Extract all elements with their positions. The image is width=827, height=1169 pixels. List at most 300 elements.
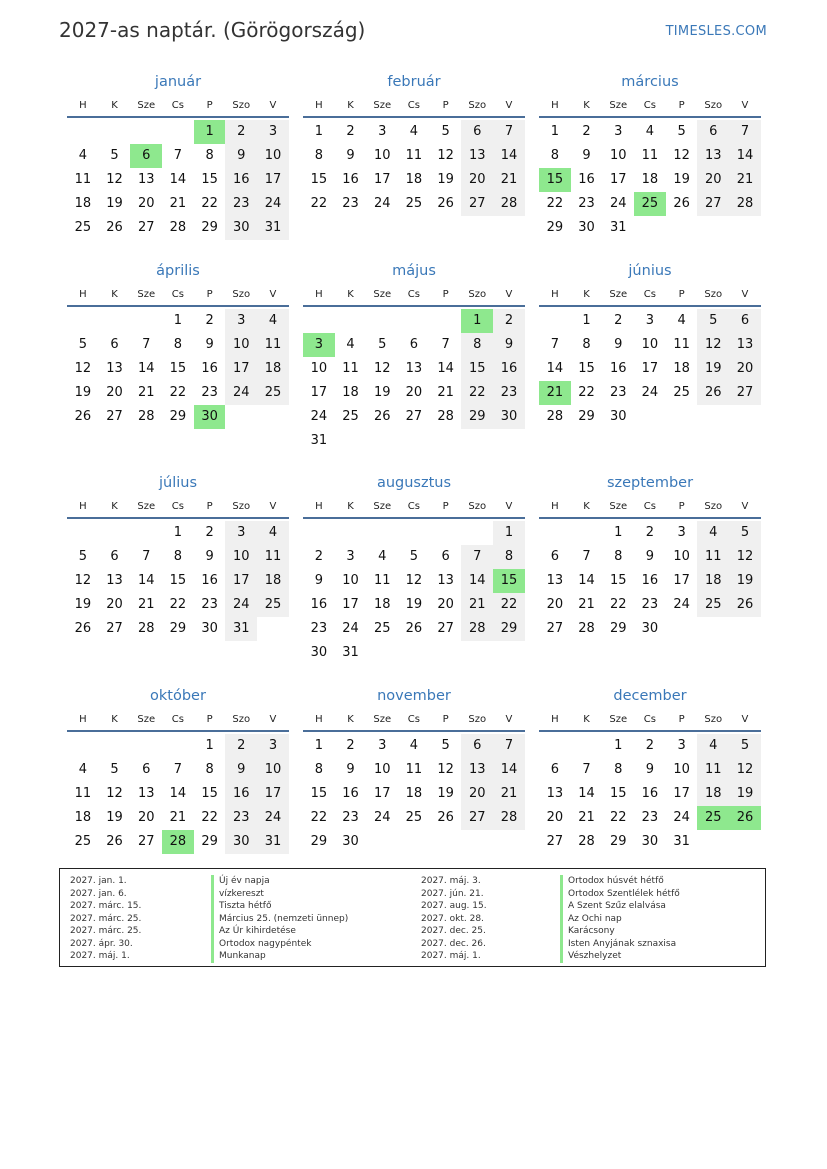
day-cell: 12 — [106, 172, 123, 187]
month-name: február — [387, 74, 441, 90]
weekday-label: H — [315, 501, 323, 512]
legend-date: 2027. dec. 25. — [421, 926, 486, 936]
legend-names-col-2 — [560, 875, 680, 963]
day-cell: 29 — [201, 220, 218, 235]
day-cell: 10 — [342, 573, 359, 588]
weekday-label: V — [741, 289, 749, 300]
day-cell: 21 — [169, 196, 187, 211]
day-cell: 11 — [373, 573, 391, 588]
day-cell: 3 — [677, 525, 686, 540]
day-cell: 16 — [225, 782, 257, 806]
empty-cell — [130, 521, 162, 545]
day-cell: 11 — [74, 172, 92, 187]
holiday-legend — [59, 868, 766, 967]
legend-date: 2027. máj. 3. — [421, 876, 481, 886]
weekday-label: Szo — [232, 289, 251, 300]
day-cell: 19 — [697, 357, 729, 381]
day-cell: 6 — [130, 144, 162, 168]
weekday-label: P — [678, 501, 685, 512]
empty-cell — [430, 521, 462, 545]
day-cell: 30 — [225, 216, 257, 240]
day-cell: 7 — [142, 549, 151, 564]
day-cell: 5 — [441, 738, 450, 753]
day-cell: 21 — [137, 597, 155, 612]
day-cell: 17 — [373, 172, 391, 187]
day-cell: 4 — [697, 521, 729, 545]
day-cell: 3 — [378, 124, 387, 139]
day-cell: 10 — [225, 333, 257, 357]
day-cell: 22 — [310, 810, 328, 825]
day-cell: 21 — [539, 381, 571, 405]
day-cell: 19 — [74, 597, 92, 612]
day-cell: 31 — [609, 220, 627, 235]
month-7 — [67, 473, 289, 641]
weekday-label: Sze — [137, 100, 156, 111]
empty-cell — [430, 309, 462, 333]
month-name: június — [628, 263, 672, 279]
weekday-label: K — [583, 501, 590, 512]
weekday-label: P — [442, 100, 449, 111]
month-name: április — [156, 263, 200, 279]
weekday-label: Cs — [407, 714, 420, 725]
day-cell: 12 — [729, 758, 761, 782]
weekday-label: Szo — [704, 714, 723, 725]
weekday-label: Cs — [171, 289, 184, 300]
weekday-label: K — [347, 289, 354, 300]
legend-date: 2027. jún. 21. — [421, 888, 484, 899]
day-cell: 28 — [578, 834, 595, 849]
legend-holiday-name: Az Úr kihirdetése — [211, 925, 348, 938]
day-cell: 19 — [673, 172, 690, 187]
day-cell: 24 — [225, 381, 257, 405]
month-6 — [539, 261, 761, 429]
day-cell: 11 — [257, 333, 289, 357]
day-cell: 29 — [493, 617, 525, 641]
day-cell: 7 — [493, 120, 525, 144]
day-grid — [539, 309, 761, 429]
weekday-label: Szo — [232, 501, 251, 512]
day-cell: 30 — [194, 405, 226, 429]
weekday-label: Sze — [373, 289, 392, 300]
day-cell: 29 — [546, 220, 564, 235]
day-cell: 14 — [578, 573, 595, 588]
day-cell: 11 — [342, 361, 359, 376]
day-cell: 18 — [697, 569, 729, 593]
weekday-label: Szo — [704, 289, 723, 300]
day-cell: 7 — [173, 148, 183, 163]
day-cell: 9 — [346, 148, 355, 163]
day-cell: 3 — [346, 549, 355, 564]
day-cell: 23 — [201, 597, 218, 612]
day-cell: 5 — [78, 549, 87, 564]
weekday-label: Cs — [643, 100, 656, 111]
day-cell: 24 — [342, 621, 359, 636]
day-cell: 17 — [673, 786, 690, 801]
day-cell: 2 — [582, 124, 591, 139]
legend-holiday-name: Ortodox húsvét hétfő — [560, 875, 680, 888]
empty-cell — [335, 521, 367, 545]
day-cell: 4 — [346, 337, 355, 352]
day-cell: 4 — [257, 521, 289, 545]
day-cell: 16 — [342, 786, 359, 801]
day-cell: 27 — [137, 220, 155, 235]
day-cell: 23 — [609, 385, 627, 400]
day-cell: 13 — [405, 361, 423, 376]
day-cell: 21 — [578, 597, 595, 612]
day-cell: 17 — [373, 786, 391, 801]
weekday-label: Sze — [373, 100, 392, 111]
day-cell: 9 — [314, 573, 323, 588]
day-cell: 1 — [614, 525, 623, 540]
weekday-label: H — [315, 714, 323, 725]
day-cell: 14 — [137, 573, 155, 588]
weekday-label: P — [206, 714, 213, 725]
day-cell: 24 — [225, 593, 257, 617]
day-cell: 8 — [173, 337, 183, 352]
day-cell: 8 — [314, 148, 323, 163]
day-cell: 2 — [346, 124, 355, 139]
weekday-label: Cs — [171, 501, 184, 512]
day-cell: 22 — [609, 597, 627, 612]
weekday-label: P — [678, 100, 685, 111]
empty-cell — [335, 309, 367, 333]
day-cell: 15 — [578, 361, 595, 376]
day-cell: 13 — [697, 144, 729, 168]
day-cell: 11 — [405, 148, 423, 163]
weekday-label: Cs — [171, 714, 184, 725]
weekday-header — [303, 711, 525, 732]
day-cell: 10 — [310, 361, 328, 376]
weekday-label: P — [442, 714, 449, 725]
weekday-label: Szo — [704, 100, 723, 111]
legend-holiday-name: Új év napja — [211, 875, 348, 888]
day-cell: 16 — [201, 361, 218, 376]
day-cell: 16 — [342, 172, 359, 187]
day-cell: 28 — [729, 192, 761, 216]
weekday-label: P — [206, 501, 213, 512]
empty-cell — [99, 521, 131, 545]
weekday-label: K — [111, 100, 118, 111]
weekday-header — [303, 498, 525, 519]
day-cell: 10 — [257, 758, 289, 782]
month-9 — [539, 473, 761, 641]
day-cell: 1 — [194, 120, 226, 144]
weekday-label: K — [583, 714, 590, 725]
weekday-label: Szo — [468, 100, 487, 111]
day-cell: 27 — [697, 192, 729, 216]
day-cell: 5 — [78, 337, 87, 352]
day-cell: 14 — [137, 361, 155, 376]
day-cell: 27 — [106, 409, 123, 424]
weekday-label: Szo — [232, 714, 251, 725]
day-cell: 20 — [106, 385, 123, 400]
empty-cell — [67, 734, 99, 758]
day-cell: 5 — [378, 337, 387, 352]
day-cell: 9 — [582, 148, 591, 163]
empty-cell — [130, 734, 162, 758]
empty-cell — [303, 309, 335, 333]
day-cell: 12 — [373, 361, 391, 376]
weekday-label: H — [315, 100, 323, 111]
day-cell: 24 — [310, 409, 328, 424]
day-cell: 24 — [373, 196, 391, 211]
brand-link[interactable]: TIMESLES.COM — [665, 24, 767, 39]
weekday-label: Szo — [468, 501, 487, 512]
day-cell: 30 — [609, 409, 627, 424]
day-cell: 1 — [582, 313, 591, 328]
empty-cell — [398, 309, 430, 333]
day-cell: 3 — [677, 738, 686, 753]
day-cell: 24 — [641, 385, 659, 400]
day-cell: 25 — [74, 220, 92, 235]
weekday-label: K — [111, 501, 118, 512]
weekday-label: Szo — [468, 714, 487, 725]
day-cell: 23 — [641, 597, 659, 612]
day-cell: 8 — [493, 545, 525, 569]
day-cell: 25 — [673, 385, 690, 400]
day-cell: 18 — [405, 786, 423, 801]
day-cell: 1 — [173, 525, 183, 540]
day-cell: 7 — [550, 337, 559, 352]
day-cell: 31 — [257, 216, 289, 240]
day-cell: 28 — [137, 621, 155, 636]
day-cell: 30 — [493, 405, 525, 429]
day-cell: 18 — [405, 172, 423, 187]
weekday-label: Cs — [407, 501, 420, 512]
day-cell: 13 — [729, 333, 761, 357]
day-cell: 14 — [169, 786, 187, 801]
day-cell: 8 — [173, 549, 183, 564]
day-cell: 20 — [137, 810, 155, 825]
weekday-label: Sze — [137, 714, 156, 725]
day-cell: 16 — [578, 172, 595, 187]
day-cell: 11 — [405, 762, 423, 777]
day-cell: 26 — [697, 381, 729, 405]
day-cell: 5 — [110, 148, 119, 163]
weekday-label: Sze — [609, 501, 628, 512]
weekday-header — [303, 97, 525, 118]
day-cell: 12 — [405, 573, 423, 588]
weekday-label: V — [505, 501, 513, 512]
legend-dates-col-2 — [421, 875, 487, 963]
day-cell: 1 — [614, 738, 623, 753]
day-cell: 20 — [546, 810, 564, 825]
day-cell: 17 — [342, 597, 359, 612]
day-cell: 20 — [106, 597, 123, 612]
day-cell: 22 — [609, 810, 627, 825]
day-cell: 18 — [373, 597, 391, 612]
day-cell: 19 — [106, 196, 123, 211]
day-cell: 22 — [201, 810, 218, 825]
day-cell: 26 — [106, 220, 123, 235]
day-cell: 6 — [550, 549, 559, 564]
day-cell: 20 — [461, 782, 493, 806]
day-cell: 9 — [614, 337, 623, 352]
day-cell: 22 — [310, 196, 328, 211]
day-cell: 23 — [310, 621, 328, 636]
day-cell: 11 — [257, 545, 289, 569]
legend-date: 2027. márc. 25. — [70, 926, 142, 936]
empty-cell — [539, 521, 571, 545]
day-cell: 15 — [461, 357, 493, 381]
day-cell: 3 — [303, 333, 335, 357]
legend-date: 2027. márc. 15. — [70, 901, 142, 911]
weekday-label: Sze — [609, 714, 628, 725]
day-cell: 21 — [461, 593, 493, 617]
day-cell: 2 — [346, 738, 355, 753]
weekday-label: H — [79, 100, 87, 111]
day-cell: 18 — [257, 569, 289, 593]
month-name: szeptember — [606, 475, 694, 491]
day-cell: 30 — [201, 621, 218, 636]
day-cell: 7 — [582, 762, 591, 777]
day-cell: 3 — [257, 734, 289, 758]
weekday-label: V — [269, 714, 277, 725]
weekday-label: Cs — [171, 100, 184, 111]
empty-cell — [303, 521, 335, 545]
day-cell: 23 — [225, 192, 257, 216]
day-cell: 30 — [310, 645, 328, 660]
empty-cell — [130, 120, 162, 144]
day-cell: 7 — [582, 549, 591, 564]
day-cell: 21 — [437, 385, 454, 400]
day-cell: 26 — [373, 409, 391, 424]
day-cell: 15 — [169, 361, 187, 376]
weekday-label: K — [347, 100, 354, 111]
day-cell: 16 — [201, 573, 218, 588]
day-cell: 29 — [609, 621, 627, 636]
day-cell: 21 — [137, 385, 155, 400]
day-cell: 16 — [225, 168, 257, 192]
day-cell: 25 — [342, 409, 359, 424]
day-cell: 28 — [137, 409, 155, 424]
day-cell: 24 — [609, 196, 627, 211]
day-cell: 30 — [225, 830, 257, 854]
day-cell: 27 — [437, 621, 454, 636]
weekday-label: P — [206, 289, 213, 300]
day-cell: 14 — [169, 172, 187, 187]
day-cell: 8 — [550, 148, 559, 163]
month-name: január — [154, 74, 202, 90]
weekday-label: Cs — [643, 714, 656, 725]
day-cell: 17 — [641, 361, 659, 376]
day-cell: 1 — [173, 313, 183, 328]
day-cell: 23 — [201, 385, 218, 400]
empty-cell — [99, 734, 131, 758]
weekday-header — [67, 286, 289, 307]
weekday-label: H — [551, 100, 559, 111]
day-cell: 3 — [378, 738, 387, 753]
day-cell: 23 — [225, 806, 257, 830]
empty-cell — [130, 309, 162, 333]
day-cell: 15 — [493, 569, 525, 593]
day-cell: 16 — [641, 573, 659, 588]
day-grid — [303, 120, 525, 216]
day-cell: 7 — [461, 545, 493, 569]
day-cell: 2 — [493, 309, 525, 333]
weekday-label: K — [583, 100, 590, 111]
empty-cell — [571, 521, 603, 545]
day-cell: 6 — [550, 762, 559, 777]
day-cell: 19 — [729, 782, 761, 806]
day-cell: 29 — [169, 409, 187, 424]
day-cell: 14 — [546, 361, 564, 376]
day-cell: 16 — [493, 357, 525, 381]
weekday-label: P — [678, 714, 685, 725]
weekday-label: Szo — [704, 501, 723, 512]
legend-date: 2027. máj. 1. — [70, 951, 130, 961]
day-cell: 21 — [493, 782, 525, 806]
empty-cell — [99, 120, 131, 144]
day-cell: 4 — [697, 734, 729, 758]
legend-date: 2027. ápr. 30. — [70, 938, 133, 949]
empty-cell — [366, 521, 398, 545]
weekday-label: H — [551, 501, 559, 512]
weekday-label: H — [315, 289, 323, 300]
day-cell: 22 — [201, 196, 218, 211]
day-cell: 25 — [405, 196, 423, 211]
day-cell: 27 — [461, 192, 493, 216]
day-cell: 5 — [409, 549, 419, 564]
day-cell: 6 — [461, 734, 493, 758]
weekday-label: Cs — [407, 100, 420, 111]
day-cell: 23 — [578, 196, 595, 211]
day-cell: 24 — [673, 597, 690, 612]
day-cell: 15 — [169, 573, 187, 588]
day-cell: 26 — [437, 810, 454, 825]
day-cell: 20 — [437, 597, 454, 612]
day-cell: 13 — [437, 573, 454, 588]
weekday-label: K — [111, 714, 118, 725]
day-cell: 12 — [697, 333, 729, 357]
weekday-label: V — [269, 100, 277, 111]
day-cell: 3 — [614, 124, 623, 139]
day-cell: 22 — [493, 593, 525, 617]
day-cell: 9 — [493, 333, 525, 357]
weekday-label: Sze — [137, 501, 156, 512]
day-cell: 17 — [609, 172, 627, 187]
weekday-label: Sze — [609, 289, 628, 300]
day-cell: 9 — [205, 549, 214, 564]
day-cell: 9 — [225, 758, 257, 782]
legend-date: 2027. jan. 1. — [70, 876, 127, 886]
day-grid — [67, 309, 289, 429]
day-cell: 11 — [74, 786, 92, 801]
day-cell: 28 — [493, 192, 525, 216]
legend-holiday-name: Ortodox nagypéntek — [211, 938, 348, 951]
day-cell: 25 — [697, 593, 729, 617]
day-cell: 28 — [437, 409, 454, 424]
weekday-label: K — [583, 289, 590, 300]
day-cell: 10 — [641, 337, 659, 352]
day-cell: 13 — [106, 573, 123, 588]
weekday-header — [539, 97, 761, 118]
day-grid — [67, 734, 289, 854]
day-cell: 2 — [645, 738, 655, 753]
day-cell: 18 — [641, 172, 659, 187]
day-cell: 15 — [310, 172, 328, 187]
day-cell: 2 — [205, 313, 214, 328]
day-cell: 13 — [461, 144, 493, 168]
day-cell: 4 — [257, 309, 289, 333]
day-cell: 20 — [546, 597, 564, 612]
day-cell: 25 — [697, 806, 729, 830]
month-4 — [67, 261, 289, 429]
day-cell: 25 — [257, 381, 289, 405]
day-cell: 2 — [225, 734, 257, 758]
day-cell: 13 — [461, 758, 493, 782]
day-cell: 7 — [142, 337, 151, 352]
